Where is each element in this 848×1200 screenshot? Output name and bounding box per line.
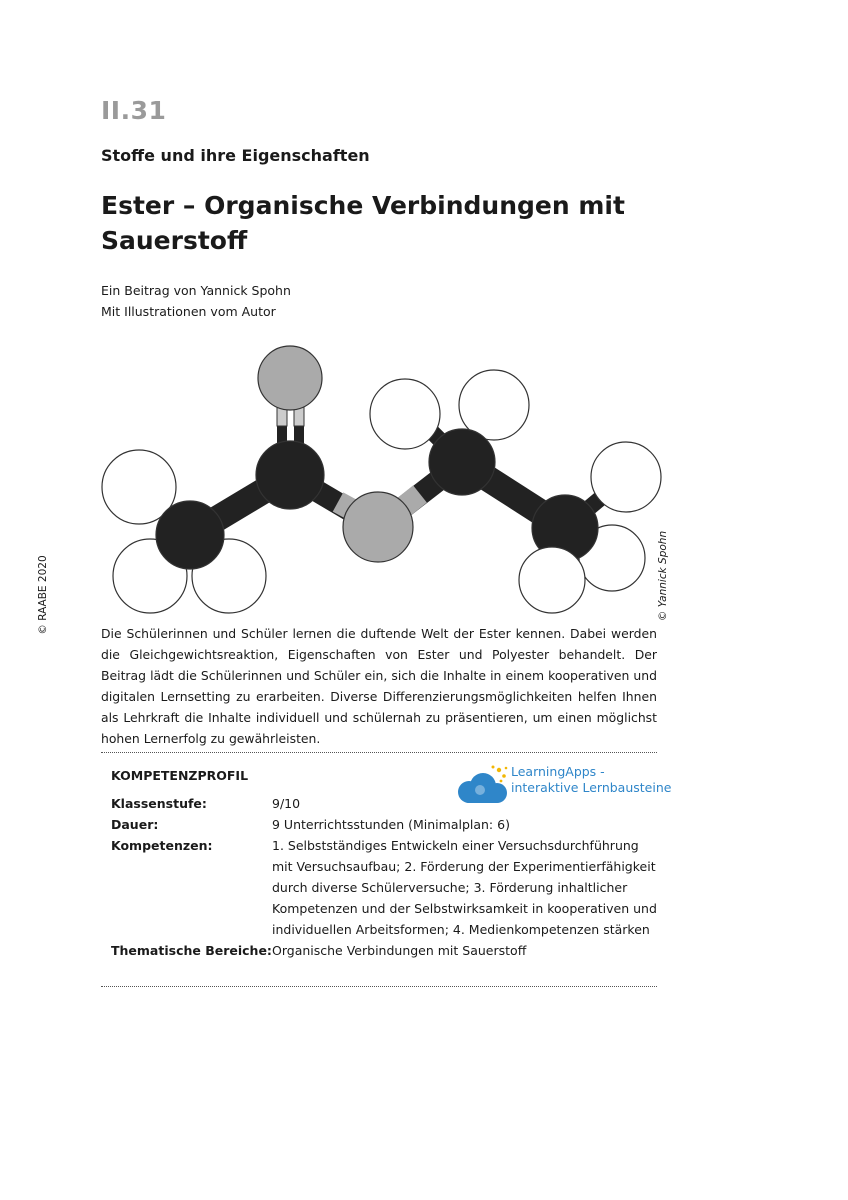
article-code: II.31 [101, 96, 167, 125]
profile-row [111, 814, 657, 835]
divider-top [101, 752, 657, 753]
profile-label-grade: Klassenstufe: [111, 796, 207, 811]
byline [101, 280, 291, 322]
byline-author: Ein Beitrag von Yannick Spohn [101, 283, 291, 298]
side-copyright: © RAABE 2020 [37, 555, 49, 635]
section-title: Stoffe und ihre Eigenschaften [101, 146, 370, 165]
learningapps-text [511, 764, 671, 796]
profile-label-duration: Dauer: [111, 817, 159, 832]
byline-illustrations: Mit Illustrationen vom Autor [101, 304, 276, 319]
molecule-atoms [102, 346, 661, 613]
profile-label-topics: Thematische Bereiche: [111, 943, 272, 958]
learningapps-logo [455, 762, 672, 808]
profile-value-grade: 9/10 [272, 796, 301, 811]
profile-label-competences: Kompetenzen: [111, 838, 213, 853]
page-title: Ester – Organische Verbindungen mit Sauerstoff [101, 191, 625, 255]
profile-row [111, 835, 657, 940]
profile-value-duration: 9 Unterrichtsstunden (Minimalplan: 6) [272, 817, 510, 832]
ester-molecule-illustration [0, 340, 848, 625]
learningapps-line2: interaktive Lernbausteine [511, 780, 672, 795]
cloud-icon [455, 762, 511, 808]
profile-heading: KOMPETENZPROFIL [111, 768, 249, 783]
figure-credit: © Yannick Spohn [657, 530, 669, 622]
profile-value-topics: Organische Verbindungen mit Sauerstoff [272, 943, 527, 958]
learningapps-line1: LearningApps - [511, 764, 605, 779]
intro-paragraph: Die Schülerinnen und Schüler lernen die duftende Welt der Ester kennen. Dabei werden die Gleichgewichtsreaktion, Eigenschaften von Ester und Polyester behandelt. Der Beitrag lädt die Schülerinnen und Schüler ein, sich die Inhalte in einem kooperativen und digitalen Lernsetting zu erarbeiten. Diverse Differenzierungsmöglichkeiten helfen Ihnen als Lehrkraft die Inhalte individuell und schülernah zu präsentieren, um einen möglichst hohen Lernerfolg zu gewährleisten. [101, 626, 657, 746]
profile-value-competences: 1. Selbstständiges Entwickeln einer Versuchsdurchführung mit Versuchsaufbau; 2. Förderung der Experimentierfähigkeit durch diverse Schülerversuche; 3. Förderung inhaltlicher Kompetenzen und der Selbstwirksamkeit in kooperativen und individuellen Arbeitsformen; 4. Medienkompetenzen stärken [272, 838, 657, 937]
profile-row [111, 940, 657, 961]
divider-bottom [101, 986, 657, 987]
